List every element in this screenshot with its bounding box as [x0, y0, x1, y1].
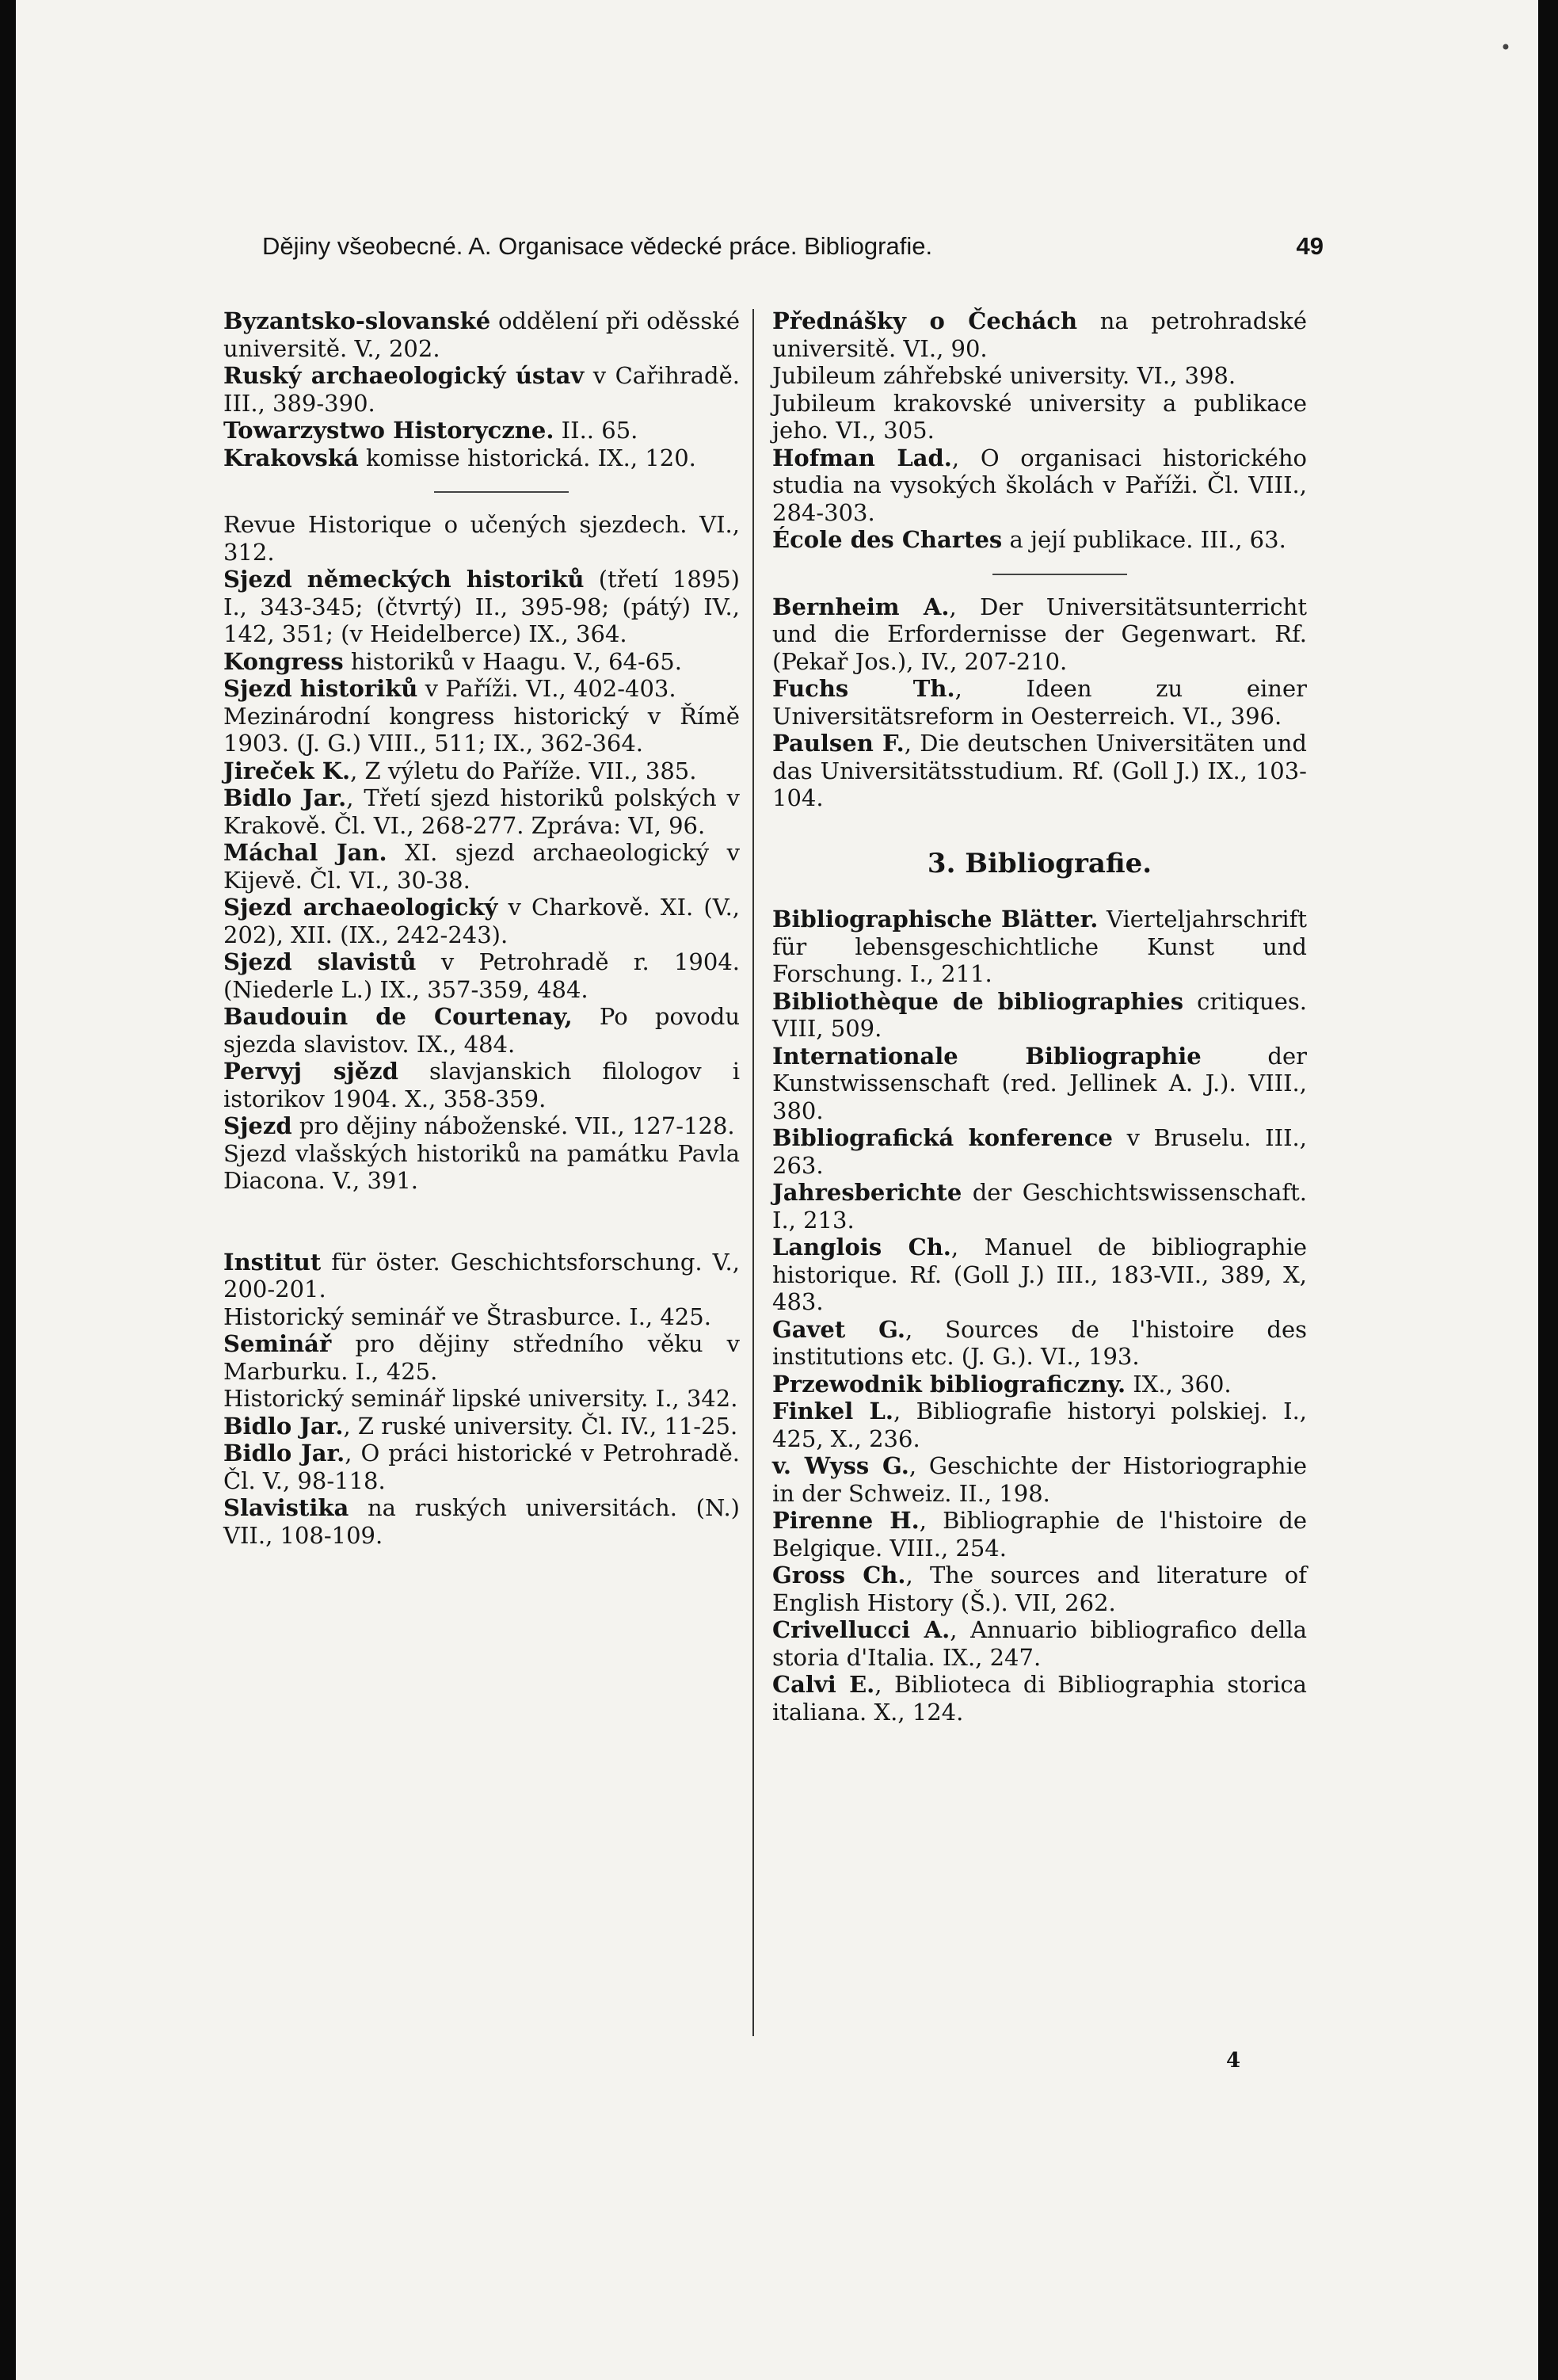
bibliography-entry	[772, 1124, 1307, 1179]
section-heading: 3. Bibliografie.	[927, 847, 1152, 879]
entry-text: na ruských universitách. (N.) VII., 108-109.	[223, 1494, 740, 1549]
entry-text: , Z výletu do Paříže. VII., 385.	[350, 757, 697, 784]
bibliography-entry	[772, 1398, 1307, 1452]
entry-text: der Geschichtswissenschaft. I., 213.	[772, 1179, 1307, 1234]
bibliography-entry	[772, 362, 1307, 390]
bibliography-entry	[223, 675, 740, 703]
bibliography-entry	[223, 648, 740, 676]
bibliography-entry	[772, 906, 1307, 988]
bibliography-entry	[223, 757, 740, 785]
bibliography-entry	[223, 362, 740, 417]
entry-text: , Manuel de bibliographie historique. Rf. (Goll J.) III., 183-VII., 389, X, 483.	[772, 1234, 1307, 1315]
entry-heading: Przewodnik bibliograficzny.	[772, 1370, 1126, 1398]
entry-heading: Sjezd slavistů	[223, 948, 417, 975]
entry-heading: Slavistika	[223, 1494, 349, 1521]
edge-mark: •	[1499, 36, 1511, 59]
bibliography-entry	[772, 1043, 1307, 1125]
entry-text: , Geschichte der Historiographie in der Schweiz. II., 198.	[772, 1452, 1307, 1507]
bibliography-entry	[223, 784, 740, 839]
entry-heading: Bidlo Jar.	[223, 784, 347, 811]
entry-heading: Institut	[223, 1248, 322, 1276]
bibliography-entry	[223, 1303, 740, 1331]
bibliography-entry	[772, 526, 1307, 554]
entry-text: , Bibliografie historyi polskiej. I., 425, X., 236.	[772, 1398, 1308, 1452]
running-title: Dějiny všeobecné. A. Organisace vědecké práce. Bibliografie.	[262, 232, 933, 260]
entry-text: oddělení při oděsské universitě. V., 202.	[223, 307, 740, 362]
entry-text: für öster. Geschichtsforschung. V., 200-201.	[223, 1248, 740, 1303]
bibliography-entry	[223, 1385, 740, 1413]
entry-text: IX., 360.	[1126, 1370, 1232, 1398]
separator-line	[992, 574, 1127, 575]
right-column	[772, 307, 1307, 1726]
bibliography-entry	[223, 1494, 740, 1549]
bibliography-entry	[223, 307, 740, 362]
entry-text: pro dějiny středního věku v Marburku. I., 425.	[223, 1330, 740, 1385]
entry-text: XI. sjezd archaeologický v Kijevě. Čl. VI., 30-38.	[223, 839, 740, 894]
entry-heading: Bibliothèque de bibliographies	[772, 987, 1184, 1015]
bibliography-entry	[772, 444, 1307, 527]
bibliography-entry	[223, 511, 740, 566]
entry-text: a její publikace. III., 63.	[1002, 526, 1286, 553]
entry-heading: Langlois Ch.	[772, 1234, 951, 1261]
entry-text: , Bibliographie de l'histoire de Belgique. VIII., 254.	[772, 1507, 1308, 1562]
bibliography-entry	[772, 1562, 1307, 1616]
entry-heading: Fuchs Th.	[772, 675, 955, 702]
entry-text: , O práci historické v Petrohradě. Čl. V., 98-118.	[223, 1440, 740, 1494]
bibliography-entry	[223, 1058, 740, 1112]
entry-text: , Die deutschen Universitäten und das Universitätsstudium. Rf. (Goll J.) IX., 103-104.	[772, 730, 1307, 811]
page-number: 49	[1296, 232, 1324, 260]
entry-text: v Bruselu. III., 263.	[772, 1124, 1307, 1179]
entry-heading: Bibliografická konference	[772, 1124, 1113, 1151]
bibliography-entry	[772, 1371, 1307, 1398]
column-divider	[752, 309, 754, 2036]
running-header	[262, 232, 1324, 272]
bibliography-entry	[223, 417, 740, 444]
entry-text: , Sources de l'histoire des institutions etc. (J. G.). VI., 193.	[772, 1315, 1307, 1370]
bibliography-entry	[772, 390, 1307, 444]
entry-text: , Biblioteca di Bibliographia storica italiana. X., 124.	[772, 1671, 1307, 1726]
entry-text: v Petrohradě r. 1904. (Niederle L.) IX., 357-359, 484.	[223, 948, 741, 1003]
entry-heading: École des Chartes	[772, 526, 1003, 553]
entry-text: komisse historická. IX., 120.	[358, 444, 696, 471]
separator-line	[434, 491, 569, 493]
bibliography-entry	[223, 566, 740, 648]
section-separator-rule	[772, 554, 1307, 593]
bibliography-entry	[772, 593, 1307, 676]
bibliography-entry	[223, 839, 740, 894]
bibliography-entry	[772, 1452, 1307, 1507]
entry-text: Sjezd vlašských historiků na památku Pavla Diacona. V., 391.	[223, 1139, 740, 1194]
entry-text: (třetí 1895) I., 343-345; (čtvrtý) II., 395-98; (pátý) IV., 142, 351; (v Heidelberce) IX., 364.	[223, 566, 740, 647]
bibliography-entry	[772, 1616, 1307, 1671]
bibliography-entry	[772, 307, 1307, 362]
bibliography-entry	[772, 988, 1307, 1043]
entry-text: , The sources and literature of English History (Š.). VII, 262.	[772, 1562, 1307, 1616]
entry-heading: Crivellucci A.	[772, 1616, 950, 1643]
entry-heading: Pervyj sjězd	[223, 1058, 398, 1085]
entry-heading: Byzantsko-slovanské	[223, 307, 491, 334]
entry-heading: Máchal Jan.	[223, 839, 387, 866]
entry-text: na petrohradské universitě. VI., 90.	[772, 307, 1307, 362]
entry-heading: Towarzystwo Historyczne.	[223, 417, 554, 444]
entry-text: , Annuario bibliografico della storia d'Italia. IX., 247.	[772, 1616, 1307, 1671]
entry-heading: Jahresberichte	[772, 1179, 962, 1206]
entry-text: pro dějiny náboženské. VII., 127-128.	[291, 1112, 735, 1139]
entry-heading: Paulsen F.	[772, 730, 905, 757]
entry-heading: Gross Ch.	[772, 1562, 906, 1589]
entry-heading: Sjezd	[223, 1112, 292, 1139]
entry-heading: Bibliographische Blätter.	[772, 906, 1099, 933]
entry-heading: Baudouin de Courtenay,	[223, 1003, 573, 1030]
bibliography-entry	[223, 1413, 740, 1440]
bibliography-entry	[772, 730, 1307, 812]
bibliography-entry	[223, 1249, 740, 1303]
bibliography-entry	[772, 1316, 1307, 1371]
entry-text: historiků v Haagu. V., 64-65.	[343, 647, 682, 675]
entry-text: Po povodu sjezda slavistov. IX., 484.	[223, 1003, 741, 1058]
entry-heading: Internationale Bibliographie	[772, 1042, 1202, 1070]
bibliography-entry	[223, 703, 740, 757]
entry-heading: Jireček K.	[223, 757, 351, 784]
bibliography-entry	[223, 444, 740, 472]
entry-heading: Ruský archaeologický ústav	[223, 362, 585, 389]
bibliography-entry	[223, 1003, 740, 1058]
bibliography-entry	[772, 1507, 1307, 1562]
book-page	[16, 0, 1538, 2380]
entry-heading: Calvi E.	[772, 1671, 875, 1698]
entry-heading: Sjezd německých historiků	[223, 566, 585, 593]
entry-heading: Pirenne H.	[772, 1507, 920, 1534]
entry-text: der Kunstwissenschaft (red. Jellinek A. J.). VIII., 380.	[772, 1042, 1308, 1124]
bibliography-entry	[223, 894, 740, 948]
entry-heading: Finkel L.	[772, 1398, 894, 1425]
section-spacer	[223, 1195, 740, 1249]
section-separator-rule	[223, 471, 740, 511]
entry-heading: Bidlo Jar.	[223, 1440, 345, 1467]
bibliography-entry	[223, 948, 740, 1003]
entry-heading: Kongress	[223, 647, 344, 675]
entry-heading: Seminář	[223, 1330, 332, 1357]
entry-text: v Charkově. XI. (V., 202), XII. (IX., 242-243).	[223, 894, 741, 948]
entry-text: Jubileum záhřebské university. VI., 398.	[772, 362, 1236, 389]
entry-text: slavjanskich filologov i istorikov 1904. X., 358-359.	[223, 1058, 740, 1112]
entry-heading: Krakovská	[223, 444, 359, 471]
entry-text: Jubileum krakovské university a publikace jeho. VI., 305.	[772, 389, 1307, 444]
entry-heading: v. Wyss G.	[772, 1452, 909, 1479]
bibliography-entry	[223, 1112, 740, 1140]
bibliography-entry	[223, 1440, 740, 1494]
entry-heading: Sjezd archaeologický	[223, 894, 498, 921]
entry-heading: Gavet G.	[772, 1315, 905, 1343]
entry-text: , Ideen zu einer Universitätsreform in Oesterreich. VI., 396.	[772, 675, 1307, 730]
entry-text: v Cařihradě. III., 389-390.	[223, 362, 740, 417]
entry-heading: Bidlo Jar.	[223, 1412, 344, 1440]
entry-text: Mezinárodní kongress historický v Římě 1903. (J. G.) VIII., 511; IX., 362-364.	[223, 702, 740, 757]
left-column	[223, 307, 740, 1549]
entry-text: Vierteljahrschrift für lebensgeschichtliche Kunst und Forschung. I., 211.	[772, 906, 1307, 987]
entry-heading: Sjezd historiků	[223, 675, 418, 702]
entry-text: , Der Universitätsunterricht und die Erfordernisse der Gegenwart. Rf. (Pekař Jos.), IV., 207-210.	[772, 593, 1307, 675]
bibliography-entry	[772, 675, 1307, 730]
entry-text: , Třetí sjezd historiků polských v Krakově. Čl. VI., 268-277. Zpráva: VI, 96.	[223, 784, 740, 839]
bibliography-entry	[223, 1330, 740, 1385]
entry-text: , Z ruské university. Čl. IV., 11-25.	[343, 1412, 738, 1440]
bibliography-entry	[772, 1234, 1307, 1316]
entry-heading: Bernheim A.	[772, 593, 950, 620]
entry-text: Historický seminář ve Štrasburce. I., 425.	[223, 1303, 711, 1330]
entry-text: II.. 65.	[554, 417, 638, 444]
entry-heading: Přednášky o Čechách	[772, 307, 1078, 334]
bibliography-entry	[772, 1671, 1307, 1726]
entry-text: Revue Historique o učených sjezdech. VI., 312.	[223, 511, 740, 566]
bibliography-entry	[223, 1140, 740, 1195]
signature-mark: 4	[1226, 2049, 1241, 2073]
entry-heading: Hofman Lad.	[772, 444, 952, 471]
entry-text: v Paříži. VI., 402-403.	[417, 675, 676, 702]
bibliography-entry	[772, 1179, 1307, 1234]
entry-text: Historický seminář lipské university. I., 342.	[223, 1385, 738, 1412]
entry-text: critiques. VIII, 509.	[772, 987, 1307, 1042]
entry-text: , O organisaci historického studia na vysokých školách v Paříži. Čl. VIII., 284-303.	[772, 444, 1307, 526]
